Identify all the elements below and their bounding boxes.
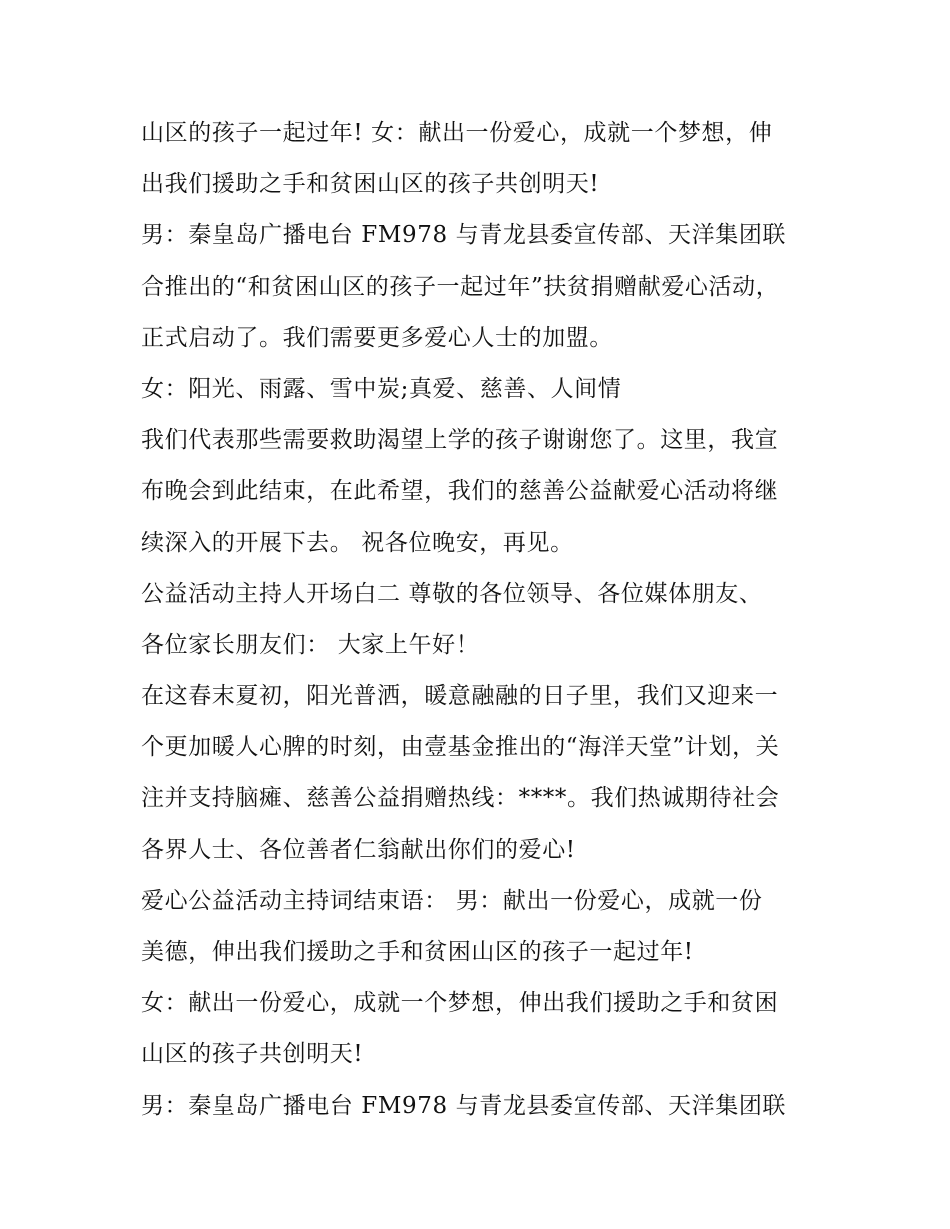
text-line: 正式启动了。我们需要更多爱心人士的加盟。 xyxy=(141,324,613,351)
text-line: 注并支持脑瘫、慈善公益捐赠热线：****。我们热诚期待社会 xyxy=(141,785,780,812)
text-line: 男：秦皇岛广播电台 FM978 与青龙县委宣传部、天洋集团联 xyxy=(141,1092,787,1119)
text-line: 布晚会到此结束，在此希望，我们的慈善公益献爱心活动将继 xyxy=(141,478,779,505)
text-line: 公益活动主持人开场白二 尊敬的各位领导、各位媒体朋友、 xyxy=(141,580,763,607)
document-body xyxy=(141,108,821,1132)
text-line: 出我们援助之手和贫困山区的孩子共创明天! xyxy=(141,171,600,198)
text-line: 各位家长朋友们： 大家上午好！ xyxy=(141,631,480,658)
text-line: 美德，伸出我们援助之手和贫困山区的孩子一起过年! xyxy=(141,939,694,965)
text-line: 我们代表那些需要救助渴望上学的孩子谢谢您了。这里，我宣 xyxy=(141,427,779,454)
text-line: 合推出的“和贫困山区的孩子一起过年”扶贫捐赠献爱心活动， xyxy=(141,273,780,300)
text-line: 山区的孩子共创明天! xyxy=(141,1041,364,1068)
text-line: 男：秦皇岛广播电台 FM978 与青龙县委宣传部、天洋集团联 xyxy=(141,222,787,249)
text-line: 爱心公益活动主持词结束语： 男：献出一份爱心，成就一份 xyxy=(141,887,763,914)
text-line: 个更加暖人心脾的时刻，由壹基金推出的“海洋天堂”计划，关 xyxy=(141,734,780,761)
text-line: 续深入的开展下去。 祝各位晚安，再见。 xyxy=(141,529,574,556)
text-line: 各界人士、各位善者仁翁献出你们的爱心! xyxy=(141,836,576,863)
text-line: 山区的孩子一起过年! 女：献出一份爱心，成就一个梦想，伸 xyxy=(141,120,773,146)
text-line: 在这春末夏初，阳光普洒，暖意融融的日子里，我们又迎来一 xyxy=(141,683,779,710)
text-line: 女：献出一份爱心，成就一个梦想，伸出我们援助之手和贫困 xyxy=(141,990,779,1017)
text-line: 女：阳光、雨露、雪中炭;真爱、慈善、人间情 xyxy=(141,375,622,402)
